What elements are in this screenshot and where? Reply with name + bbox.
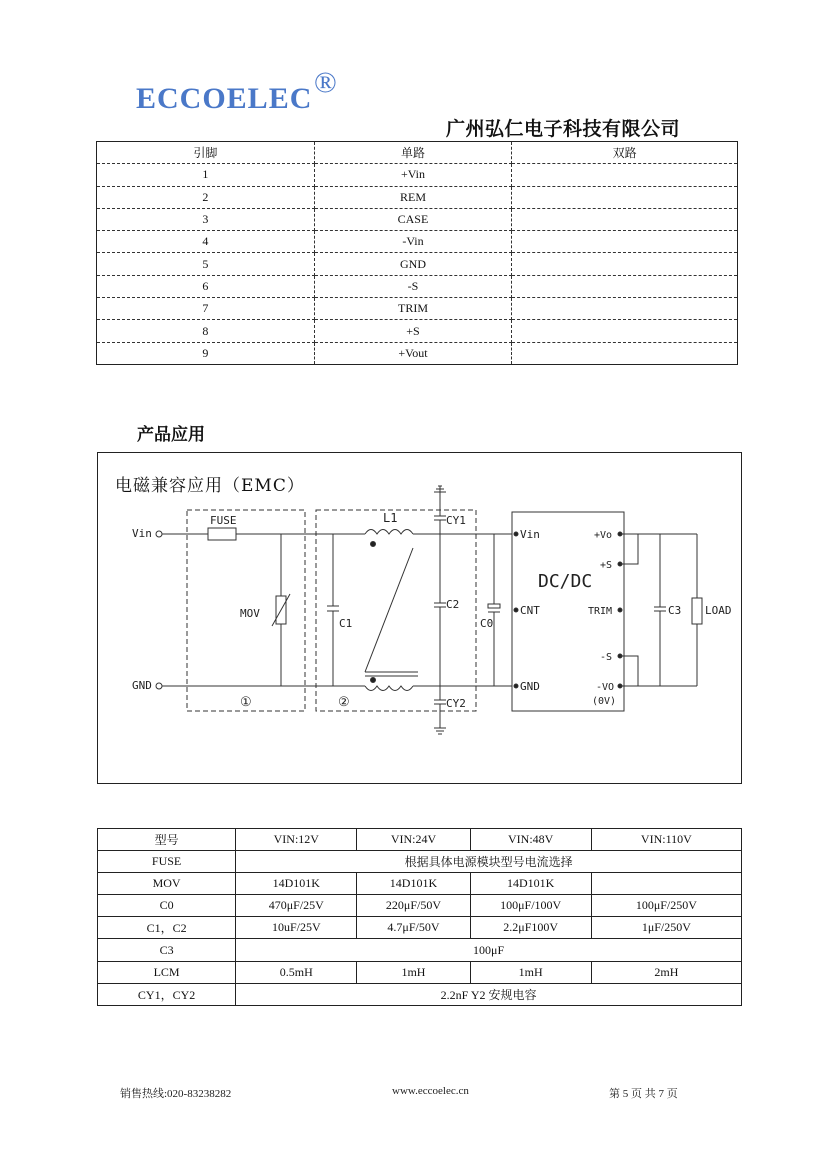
- inductor-dot: [371, 542, 376, 547]
- label-pin-vo-minus: -VO: [596, 682, 615, 693]
- table-cell: 14D101K: [357, 873, 470, 895]
- header-cell: VIN:12V: [236, 829, 357, 851]
- table-cell: 根据具体电源模块型号电流选择: [236, 851, 742, 873]
- table-row: [98, 873, 742, 895]
- label-fuse: FUSE: [210, 514, 237, 527]
- table-cell: 2mH: [591, 961, 741, 983]
- table-row: [98, 939, 742, 961]
- label-load: LOAD: [705, 604, 732, 617]
- table-cell: 5: [97, 253, 315, 275]
- table-row: [98, 917, 742, 939]
- table-cell: 2.2nF Y2 安规电容: [236, 983, 742, 1005]
- header-cell: 引脚: [97, 142, 315, 164]
- label-cy2: CY2: [446, 697, 466, 710]
- label-pin-s-plus: +S: [600, 560, 613, 571]
- label-c0: C0: [480, 617, 494, 630]
- table-cell: 1: [97, 164, 315, 186]
- table-cell: 3: [97, 208, 315, 230]
- footer-page-number: 第 5 页 共 7 页: [609, 1088, 678, 1100]
- table-cell: +Vin: [314, 164, 512, 186]
- row-label: FUSE: [98, 851, 236, 873]
- table-cell: -Vin: [314, 231, 512, 253]
- label-dcdc: DC/DC: [538, 571, 593, 592]
- row-label: CY1，CY2: [98, 983, 236, 1005]
- label-l1: L1: [383, 511, 398, 525]
- row-label: C1，C2: [98, 917, 236, 939]
- load-resistor: [692, 598, 702, 624]
- table-cell: 100μF/100V: [470, 895, 591, 917]
- label-zone-2: ②: [338, 695, 350, 710]
- table-cell: -S: [314, 275, 512, 297]
- header-cell: 双路: [512, 142, 738, 164]
- table-cell: 470μF/25V: [236, 895, 357, 917]
- table-cell: TRIM: [314, 298, 512, 320]
- header-cell: VIN:110V: [591, 829, 741, 851]
- inductor-l1-top: [365, 530, 413, 535]
- table-row: [98, 895, 742, 917]
- table-cell: CASE: [314, 208, 512, 230]
- inductor-z-link: [365, 548, 413, 672]
- table-cell: 100μF: [236, 939, 742, 961]
- table-cell: 14D101K: [470, 873, 591, 895]
- row-label: C0: [98, 895, 236, 917]
- label-zone-1: ①: [240, 695, 252, 710]
- wire: [620, 656, 638, 686]
- table-cell: GND: [314, 253, 512, 275]
- table-cell: 1mH: [357, 961, 470, 983]
- label-vin: Vin: [132, 527, 152, 540]
- table-cell: +S: [314, 320, 512, 342]
- table-cell: 4: [97, 231, 315, 253]
- label-c3: C3: [668, 604, 682, 617]
- table-cell: 6: [97, 275, 315, 297]
- header-cell: VIN:24V: [357, 829, 470, 851]
- table-row: [98, 961, 742, 983]
- table-cell: 8: [97, 320, 315, 342]
- company-logo: ECCOELEC: [136, 82, 313, 115]
- table-header-row: [98, 829, 742, 851]
- table-cell: 2.2μF100V: [470, 917, 591, 939]
- row-label: MOV: [98, 873, 236, 895]
- table-cell: 9: [97, 342, 315, 364]
- label-pin-vo-plus: +Vo: [594, 530, 613, 541]
- label-pin-s-minus: -S: [600, 652, 613, 663]
- label-pin-trim: TRIM: [588, 606, 613, 617]
- inductor-dot: [371, 678, 376, 683]
- table-cell: +Vout: [314, 342, 512, 364]
- label-gnd: GND: [132, 679, 152, 692]
- header-cell: 型号: [98, 829, 236, 851]
- registered-mark: ®: [314, 66, 337, 99]
- table-cell: 1mH: [470, 961, 591, 983]
- table-cell: 10uF/25V: [236, 917, 357, 939]
- table-cell: 14D101K: [236, 873, 357, 895]
- company-name: 广州弘仁电子科技有限公司: [446, 118, 681, 140]
- capacitor-c0: [488, 604, 500, 608]
- wire: [620, 534, 638, 564]
- header-cell: 单路: [314, 142, 512, 164]
- table-cell: 4.7μF/50V: [357, 917, 470, 939]
- label-pin-vin: Vin: [520, 528, 540, 541]
- table-cell: 100μF/250V: [591, 895, 741, 917]
- footer-hotline: 销售热线:020-83238282: [120, 1088, 232, 1100]
- table-cell: [591, 873, 741, 895]
- label-mov: MOV: [240, 607, 260, 620]
- fuse-symbol: [208, 528, 236, 540]
- pin-dot: [618, 608, 622, 612]
- table-cell: REM: [314, 186, 512, 208]
- label-cy1: CY1: [446, 514, 466, 527]
- vin-terminal: [156, 531, 162, 537]
- pin-dot: [514, 532, 518, 536]
- row-label: C3: [98, 939, 236, 961]
- table-cell: 220μF/50V: [357, 895, 470, 917]
- table-row: [98, 983, 742, 1005]
- table-cell: 1μF/250V: [591, 917, 741, 939]
- label-pin-cnt: CNT: [520, 604, 540, 617]
- table-cell: 2: [97, 186, 315, 208]
- gnd-terminal: [156, 683, 162, 689]
- pin-dot: [514, 608, 518, 612]
- footer-website[interactable]: www.eccoelec.cn: [392, 1085, 469, 1097]
- header-cell: VIN:48V: [470, 829, 591, 851]
- table-cell: 7: [97, 298, 315, 320]
- pin-dot: [514, 684, 518, 688]
- table-cell: 0.5mH: [236, 961, 357, 983]
- section-title: 产品应用: [137, 425, 205, 445]
- label-pin-0v: (0V): [592, 696, 617, 707]
- component-spec-table: [97, 828, 742, 1006]
- table-row: [98, 851, 742, 873]
- row-label: LCM: [98, 961, 236, 983]
- label-c2: C2: [446, 598, 460, 611]
- emc-diagram-title: 电磁兼容应用（EMC）: [115, 476, 305, 496]
- label-c1: C1: [339, 617, 353, 630]
- label-pin-gnd: GND: [520, 680, 540, 693]
- inductor-l1-bottom: [365, 686, 413, 691]
- mov-slash: [272, 594, 290, 626]
